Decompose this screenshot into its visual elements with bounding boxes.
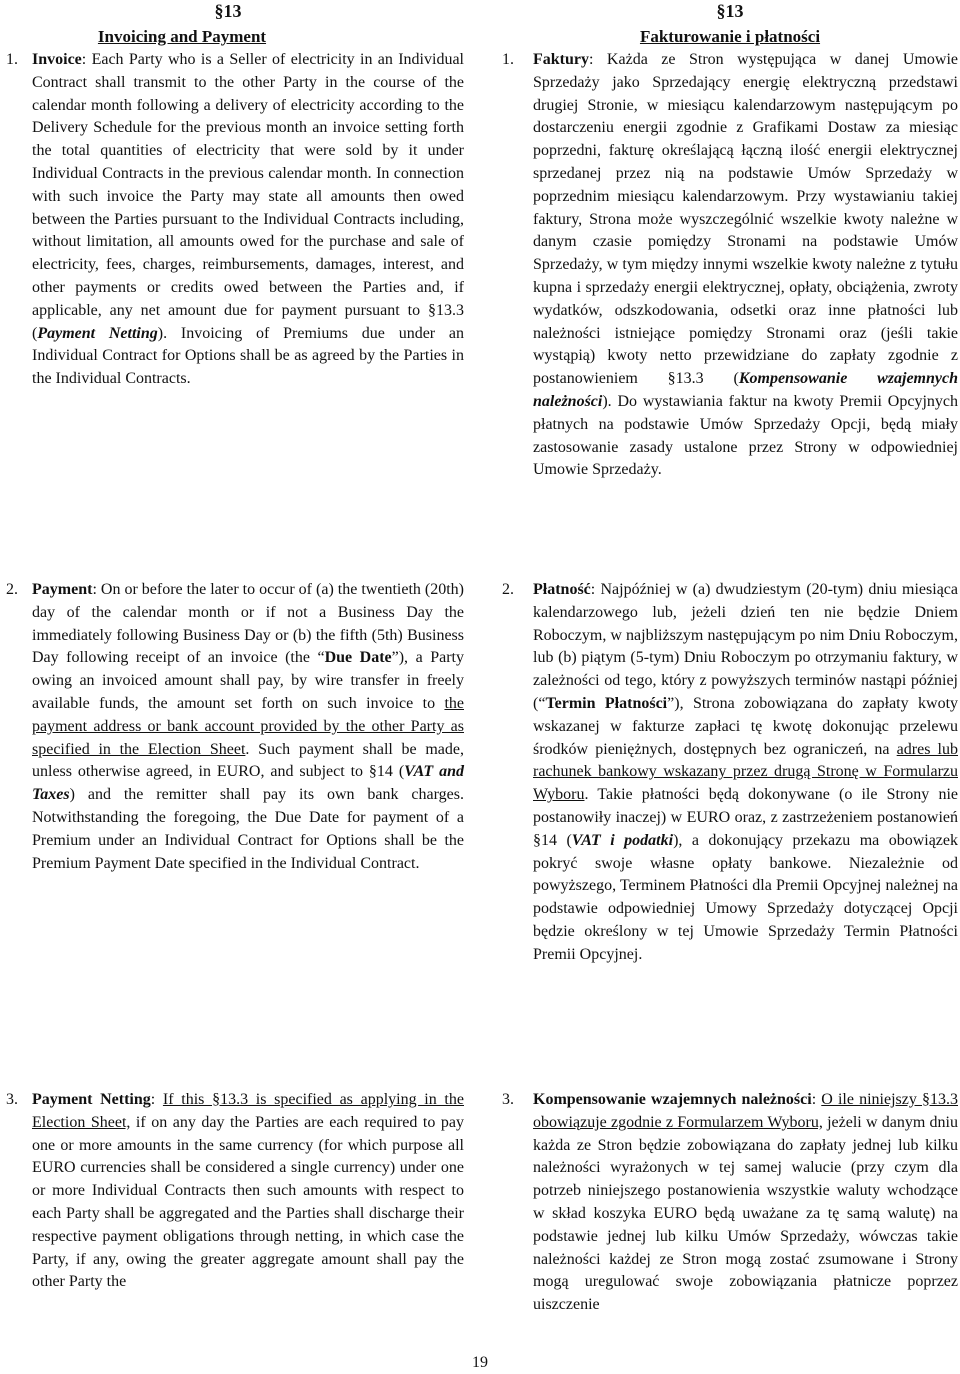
defined-term: VAT and Taxes: [32, 763, 465, 804]
clause-text: ), a dokonujący przekazu ma obowiązek pokryć swoje własne opłaty bankowe. Niezależnie od powyższego, Terminem Płatności dla Premii Opcyjnej należnej na podstawie odpowiedniej Umowy Sprzedaży dotyczącej Opcji będzie określony w tej Umowie Sprzedaży Termin Płatności Premii Opcyjnej.: [533, 831, 958, 963]
clause-text: : Najpóźniej w (a) dwudziestym (20-tym) dniu miesiąca kalendarzowego lub, jeżeli dzień ten nie będzie Dniem Roboczym, w najbliższym następującym po nim Dniu Roboczym, lub (b) piątym (5-tym) Dniu Roboczym po otrzymaniu faktury, w zależności od tego, który z powyższych terminów nastąpi później (“: [533, 581, 958, 712]
clause-label: Payment Netting: [32, 1091, 151, 1108]
underlined-text: O ile niniejszy §13.3 obowiązuje zgodnie z Formularzem Wyboru,: [533, 1091, 958, 1131]
clause-text: . Takie płatności będą dokonywane (o ile Strony nie postanowiły inaczej) w EURO oraz, z zastrzeżeniem postanowień §14 (: [533, 786, 958, 849]
section-reference: §13.3: [428, 301, 464, 319]
clause-number: 2.: [502, 581, 514, 598]
clause-number: 3.: [502, 1091, 514, 1108]
clause-text: :: [811, 1091, 822, 1108]
section-title: Invoicing and Payment: [97, 27, 267, 46]
page-number: 19: [472, 1354, 488, 1371]
clause-label: Faktury: [533, 51, 589, 68]
clause-number: 2.: [6, 581, 18, 598]
clause-text: ). Invoicing of Premiums due under an Individual Contract for Options shall be as agreed by the Parties in the Individual Contracts.: [32, 324, 465, 388]
underlined-text: the payment address or bank account provided by the other Party as specified in the Election Sheet: [32, 694, 464, 758]
clause-text: ”), Strona zobowiązana do zapłaty kwoty wskazanej w fakturze zapłaci tę kwotę dokonując przelewu środków pieniężnych, dostępnych bez ograniczeń, na: [533, 694, 959, 758]
clause-text: : Każda ze Stron występująca w danej Umowie Sprzedaży jako Sprzedający energię elektryczną przedstawi drugiej Stronie, w miesiącu kalendarzowym następującym po dostarczeniu energii zgodnie z Grafikami Dostaw za miesiąc poprzedni, fakturę określającą łączną ilość energii elektrycznej sprzedanej przez nią na podstawie Umów Sprzedaży w poprzednim miesiącu kalendarzowym. Przy wystawianiu takiej faktury, Strona może wyszczególnić wszelkie kwoty należne w danym czasie pomiędzy Stronami na podstawie Umów Sprzedaży, w tym między innymi wszelkie kwoty należne z tytułu kupna i sprzedaży energii elektrycznej, opłaty, obciążenia, zwroty wydatków, odszkodowania, odsetki oraz inne płatności lub należności istniejące pomiędzy Stronami oraz (jeśli takie wystąpią) kwoty netto przewidziane do zapłaty zgodnie z postanowieniem §13.3 (: [533, 51, 958, 388]
clause-text: if on any day the Parties are each required to pay one or more amounts in the same currency (for which purpose all EURO currencies shall be considered a single currency) under one or more Individual Contracts then such amounts with respect to each Party shall be aggregated and the Parties shall discharge their respective payment obligations through netting, in which case the Party, if any, owing the greater aggregate amount shall pay the other Party the: [32, 1113, 464, 1291]
clause-label: Payment: [32, 581, 93, 598]
clause-text: jeżeli w danym dniu każda ze Stron będzie zobowiązana do zapłaty jednej lub kilku należności wyrażonych w tej samej walucie (przy czym dla potrzeb niniejszego postanowienia wszystkie waluty wchodzące w skład koszyka EURO będą uważane za tę samą walutę) na podstawie jednej lub kilku Umów Sprzedaży, wówczas takie należności każdej ze Stron mogą zostać zsumowane i Strony mogą uregulować swoje zobowiązania płatnicze poprzez uiszczenie: [533, 1113, 958, 1314]
section-symbol: §13: [716, 1, 744, 21]
clause-kompensowanie: [502, 1089, 958, 1317]
underlined-text: adres lub rachunek bankowy wskazany przez drugą Stronę w Formularzu Wyboru: [533, 740, 959, 804]
defined-term: Due Date: [324, 649, 392, 667]
clause-text: ) and the remitter shall pay its own bank charges. Notwithstanding the foregoing, the Due Date for payment of a Premium under an Individual Contract for Options shall be the Premium Payment Date specified in the Individual Contract.: [32, 786, 464, 872]
clause-text: : On or before the later to occur of (a) the twentieth (20th) day of the calendar month or if not a Business Day the immediately following Business Day or (b) the fifth (5th) Business Day following receipt of an invoice (the “: [32, 581, 464, 667]
section-symbol: §13: [214, 1, 242, 21]
clause-text: ). Do wystawiania faktur na kwoty Premii Opcyjnych płatnych na podstawie Umów Sprzedaży Opcji, będą miały zastosowanie zasady ustalone przez Strony w odpowiedniej Umowie Sprzedaży.: [533, 392, 958, 479]
clause-platnosc: [502, 579, 958, 967]
clause-number: 1.: [6, 51, 18, 68]
clause-invoice: [0, 49, 464, 391]
clause-label: Kompensowanie wzajemnych należności: [533, 1091, 812, 1108]
clause-label: Invoice: [32, 51, 82, 68]
clause-faktury: [502, 49, 958, 482]
clause-number: 1.: [502, 51, 514, 68]
section-title: Fakturowanie i płatności: [639, 27, 821, 46]
clause-text: (: [32, 324, 38, 342]
clause-label: Płatność: [533, 581, 591, 598]
clause-number: 3.: [6, 1091, 18, 1108]
defined-term: Payment Netting: [37, 324, 158, 342]
defined-term: VAT i podatki: [571, 831, 674, 849]
defined-term: Kompensowanie wzajemnych należności: [533, 370, 958, 410]
underlined-text: If this §13.3 is specified as applying in the Election Sheet,: [32, 1091, 464, 1131]
clause-text: :: [150, 1091, 163, 1108]
clause-text: . Such payment shall be made, unless otherwise agreed, in EURO, and subject to §14 (: [32, 740, 464, 781]
clause-payment: [0, 579, 464, 875]
clause-payment-netting: [0, 1089, 464, 1294]
defined-term: Termin Płatności: [545, 694, 668, 712]
clause-text: : Each Party who is a Seller of electricity in an Individual Contract shall transmit to the other Party in the course of the calendar month following a delivery of electricity according to the Delivery Schedule for the previous month an invoice setting forth the total quantities of electricity that were sold by it under Individual Contracts in the previous calendar month. In connection with such invoice the Party may state all amounts then owed between the Parties pursuant to the Individual Contracts including, without limitation, all amounts owed for the purchase and sale of electricity, fees, charges, reimbursements, damages, interest, and other payments or credits owed between the Parties and, if applicable, any net amount due for payment pursuant to: [32, 51, 464, 319]
clause-text: ”), a Party owing an invoiced amount shall pay, by wire transfer in freely available funds, the amount set forth on such invoice to: [32, 649, 464, 712]
